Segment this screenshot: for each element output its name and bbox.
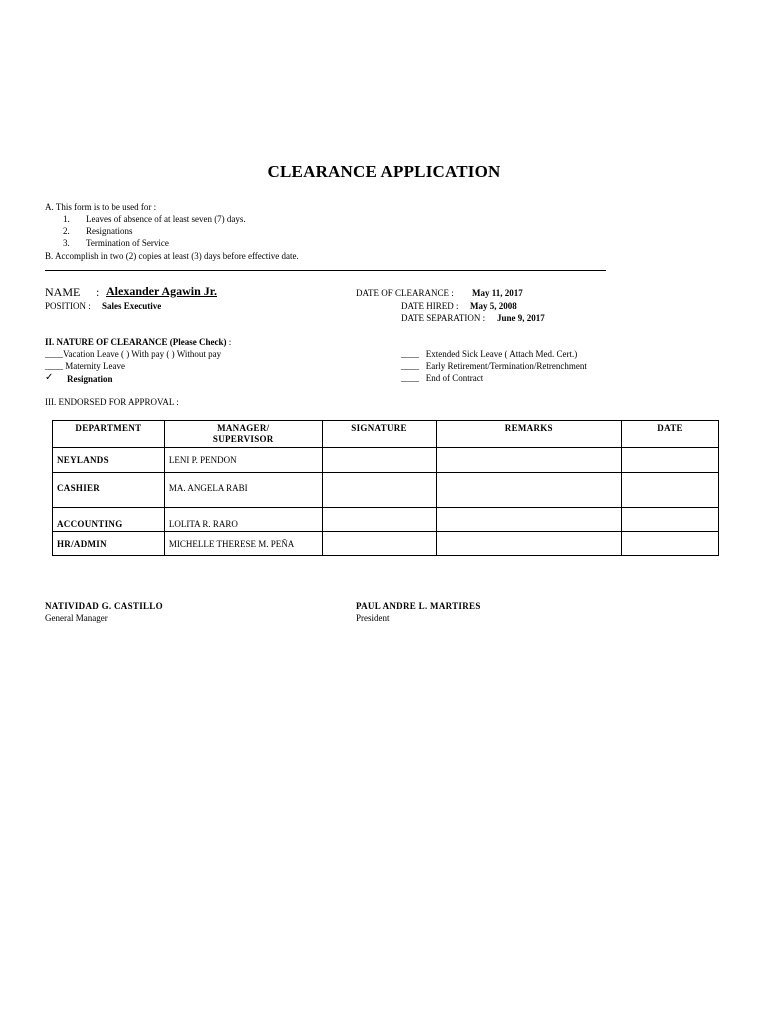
column-header-date: DATE bbox=[622, 421, 719, 448]
manager-cell: LOLITA R. RARO bbox=[164, 508, 322, 532]
nature-heading-colon: : bbox=[228, 337, 232, 347]
date-cell[interactable] bbox=[622, 473, 719, 508]
remarks-cell[interactable] bbox=[436, 532, 622, 556]
position-value: Sales Executive bbox=[102, 301, 162, 311]
instruction-b: B. Accomplish in two (2) copies at least (3) days before effective date. bbox=[45, 251, 299, 261]
remarks-cell[interactable] bbox=[436, 448, 622, 473]
signatory-president-title: President bbox=[356, 613, 390, 623]
department-cell: CASHIER bbox=[53, 473, 165, 508]
use-1-text: Leaves of absence of at least seven (7) days. bbox=[86, 214, 246, 224]
use-1-number: 1. bbox=[63, 214, 70, 224]
date-hired-value: May 5, 2008 bbox=[470, 301, 517, 311]
manager-cell: LENI P. PENDON bbox=[164, 448, 322, 473]
resignation-text: Resignation bbox=[67, 374, 113, 384]
nature-option-end-of-contract bbox=[401, 372, 483, 384]
date-separation-value: June 9, 2017 bbox=[497, 313, 545, 323]
date-cell[interactable] bbox=[622, 508, 719, 532]
vacation-leave-mark: ____ bbox=[45, 349, 63, 359]
column-header-remarks: REMARKS bbox=[436, 421, 622, 448]
endorsement-table bbox=[52, 420, 719, 556]
endorsed-heading: III. ENDORSED FOR APPROVAL : bbox=[45, 397, 179, 407]
column-header-department: DEPARTMENT bbox=[53, 421, 165, 448]
maternity-leave-text: Maternity Leave bbox=[65, 361, 125, 371]
nature-heading bbox=[45, 336, 231, 348]
name-separator: : bbox=[96, 285, 100, 299]
signature-cell[interactable] bbox=[322, 473, 436, 508]
maternity-leave-mark: ____ bbox=[45, 361, 63, 371]
end-of-contract-mark: ____ bbox=[401, 373, 419, 383]
table-row bbox=[53, 508, 719, 532]
check-mark-icon: ✓ bbox=[45, 372, 54, 383]
vacation-leave-text: Vacation Leave ( ) With pay ( ) Without pay bbox=[63, 349, 222, 359]
use-3-text: Termination of Service bbox=[86, 238, 169, 248]
manager-cell: MICHELLE THERESE M. PEÑA bbox=[164, 532, 322, 556]
column-header-signature: SIGNATURE bbox=[322, 421, 436, 448]
signature-cell[interactable] bbox=[322, 532, 436, 556]
column-header-manager: MANAGER/ SUPERVISOR bbox=[164, 421, 322, 448]
department-cell: NEYLANDS bbox=[53, 448, 165, 473]
date-clearance-label: DATE OF CLEARANCE : bbox=[356, 288, 454, 298]
instruction-a: A. This form is to be used for : bbox=[45, 202, 157, 212]
table-row bbox=[53, 448, 719, 473]
signatory-president-name: PAUL ANDRE L. MARTIRES bbox=[356, 601, 481, 611]
date-separation-label: DATE SEPARATION : bbox=[401, 313, 486, 323]
signature-cell[interactable] bbox=[322, 508, 436, 532]
nature-option-vacation-leave bbox=[45, 348, 221, 360]
name-value: Alexander Agawin Jr. bbox=[106, 284, 218, 298]
remarks-cell[interactable] bbox=[436, 473, 622, 508]
manager-cell: MA. ANGELA RABI bbox=[164, 473, 322, 508]
nature-option-early-retirement bbox=[401, 360, 587, 372]
use-2-number: 2. bbox=[63, 226, 70, 236]
early-retirement-mark: ____ bbox=[401, 361, 419, 371]
table-header-row bbox=[53, 421, 719, 448]
nature-option-extended-sick-leave bbox=[401, 348, 577, 360]
department-cell: HR/ADMIN bbox=[53, 532, 165, 556]
document-title: CLEARANCE APPLICATION bbox=[267, 162, 501, 181]
nature-option-maternity-leave bbox=[45, 360, 125, 372]
nature-heading-note: (Please Check) bbox=[169, 337, 227, 347]
extended-sick-leave-text: Extended Sick Leave ( Attach Med. Cert.) bbox=[425, 349, 578, 359]
use-2-text: Resignations bbox=[86, 226, 133, 236]
date-cell[interactable] bbox=[622, 448, 719, 473]
signatory-gm-title: General Manager bbox=[45, 613, 108, 623]
signatory-gm-name: NATIVIDAD G. CASTILLO bbox=[45, 601, 163, 611]
early-retirement-text: Early Retirement/Termination/Retrenchment bbox=[425, 361, 587, 371]
remarks-cell[interactable] bbox=[436, 508, 622, 532]
table-row bbox=[53, 473, 719, 508]
date-clearance-value: May 11, 2017 bbox=[472, 288, 523, 298]
extended-sick-leave-mark: ____ bbox=[401, 349, 419, 359]
department-cell: ACCOUNTING bbox=[53, 508, 165, 532]
signature-cell[interactable] bbox=[322, 448, 436, 473]
section-divider bbox=[45, 270, 606, 271]
end-of-contract-text: End of Contract bbox=[425, 373, 484, 383]
nature-heading-text: II. NATURE OF CLEARANCE bbox=[45, 337, 168, 347]
date-hired-label: DATE HIRED : bbox=[401, 301, 459, 311]
table-row bbox=[53, 532, 719, 556]
date-cell[interactable] bbox=[622, 532, 719, 556]
use-3-number: 3. bbox=[63, 238, 70, 248]
position-label: POSITION : bbox=[45, 301, 91, 311]
name-label: NAME bbox=[45, 285, 81, 299]
